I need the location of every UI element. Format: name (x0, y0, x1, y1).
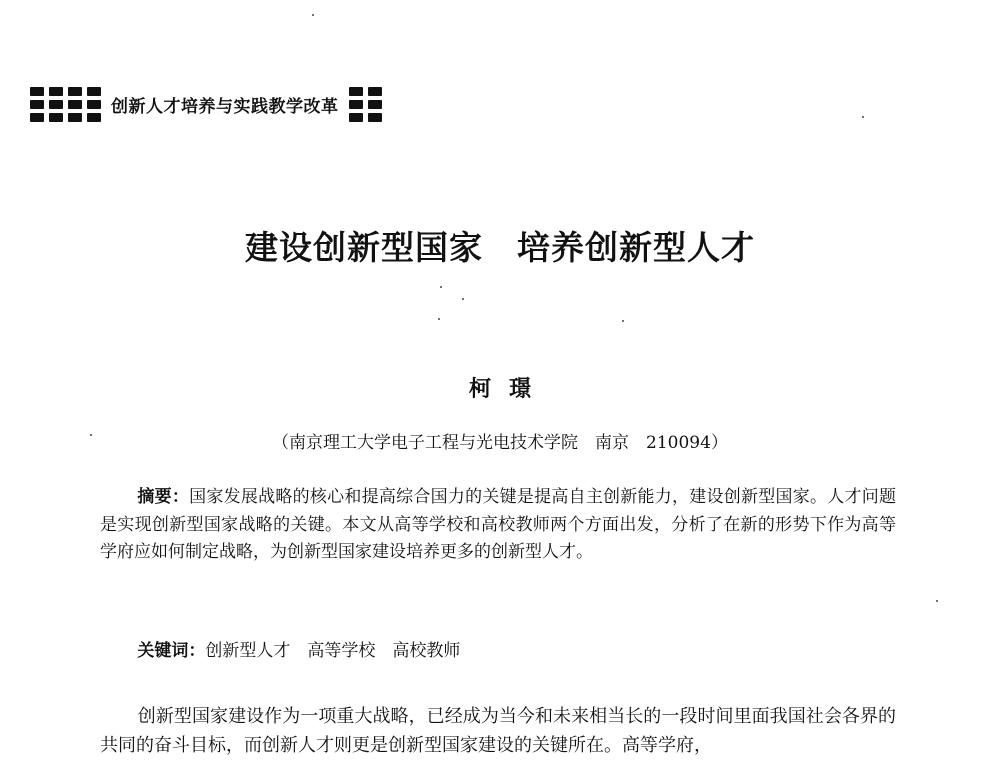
scan-speck (936, 600, 938, 602)
abstract-label: 摘要： (137, 487, 190, 507)
keywords (100, 636, 896, 661)
section-title: 创新人才培养与实践教学改革 (111, 96, 339, 117)
keywords-text: 创新型人才 高等学校 高校教师 (205, 641, 461, 661)
abstract-text: 国家发展战略的核心和提高综合国力的关键是提高自主创新能力，建设创新型国家。人才问题是实现创新型国家战略的关键。本文从高等学校和高校教师两个方面出发，分析了在新的形势下作为高等学府应如何制定战略，为创新型国家建设培养更多的创新型人才。 (100, 487, 897, 562)
scan-speck (462, 298, 464, 300)
scan-speck (622, 320, 624, 322)
paper-title: 建设创新型国家 培养创新型人才 (245, 228, 755, 267)
scan-speck (862, 116, 864, 118)
scan-speck (312, 14, 314, 16)
scan-speck (90, 434, 92, 436)
scan-speck (440, 286, 442, 288)
author-name: 柯璟 (468, 376, 549, 402)
section-header (30, 86, 382, 122)
body-paragraph: 创新型国家建设作为一项重大战略，已经成为当今和未来相当长的一段时间里面我国社会各界的共同的奋斗目标，而创新人才则更是创新型国家建设的关键所在。高等学府， (100, 706, 896, 756)
scan-speck (438, 318, 440, 320)
abstract (100, 484, 896, 567)
decorative-block-grid-right (349, 87, 382, 122)
author-affiliation: （南京理工大学电子工程与光电技术学院 南京 210094） (272, 433, 728, 453)
keywords-label: 关键词： (137, 641, 206, 661)
decorative-block-grid-left (30, 87, 101, 122)
